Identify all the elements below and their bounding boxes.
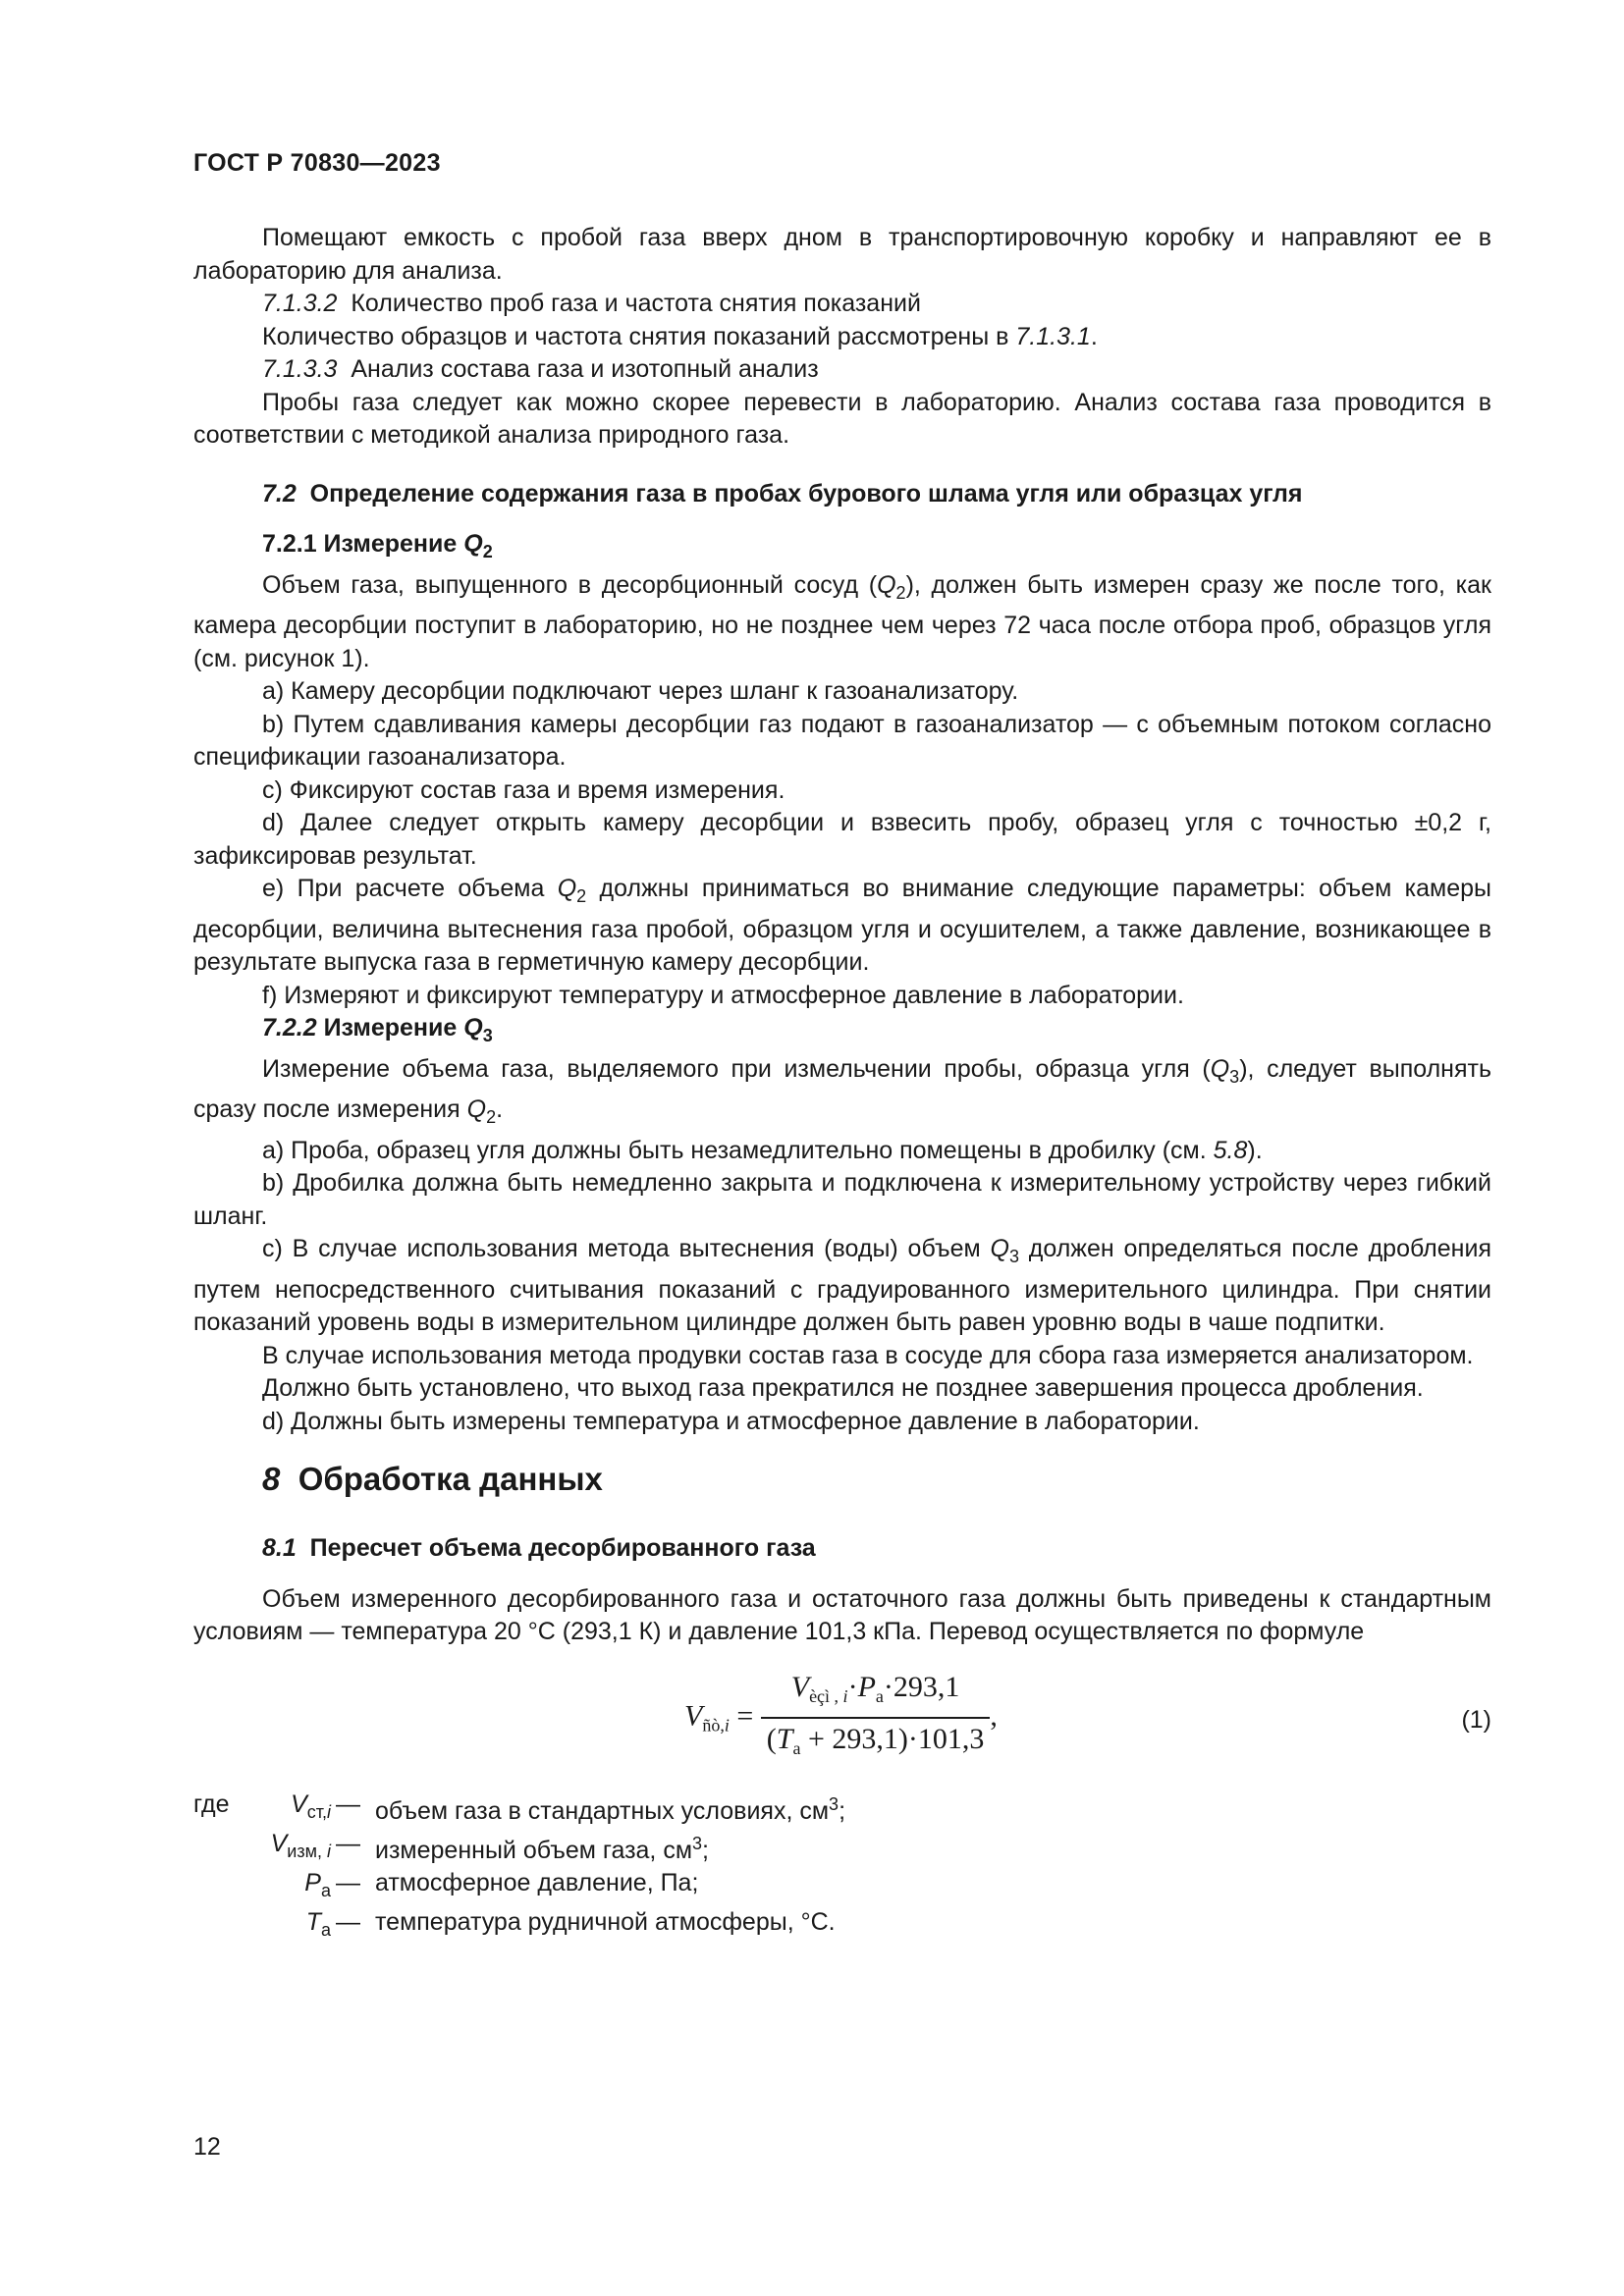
paragraph: Измерение объема газа, выделяемого при измельчении пробы, образца угля $(Q_3)$, следует выполнять сразу после измерения $Q_2$. bbox=[193, 1054, 1491, 1127]
formula-number: (1) bbox=[1461, 1705, 1491, 1734]
legend-list bbox=[193, 1789, 1491, 1946]
subsection-heading: 7.1.3.3 Анализ состава газа и изотопный анализ bbox=[262, 355, 819, 383]
page-body bbox=[193, 222, 1491, 1946]
formula-numerator: $V_{èçì , i}\cdot P_a\cdot 293,1$ bbox=[761, 1671, 991, 1720]
list-item: e) При расчете объема $Q_2$ должны приниматься во внимание следующие параметры: объем камеры десорбции, величина вытеснения газа пробой, образцом угля и осушителем, а также давление, возникающее в результате выпуска газа в герметичную камеру десорбции. bbox=[193, 875, 1491, 976]
formula-1 bbox=[193, 1671, 1491, 1769]
list-item: a) Проба, образец угля должны быть незамедлительно помещены в дробилку (см. 5.8). bbox=[262, 1136, 1263, 1164]
subsection-heading-8-1: 8.1 Пересчет объема десорбированного газа bbox=[262, 1534, 816, 1562]
legend-item: $T_a$ — температура рудничной атмосферы, °С. bbox=[305, 1907, 836, 1940]
section-heading-8: 8 Обработка данных bbox=[262, 1461, 603, 1497]
paragraph: Объем газа, выпущенного в десорбционный сосуд $(Q_2)$, должен быть измерен сразу же после того, как камера десорбции поступит в лабораторию, но не позднее чем через 72 часа после отбора проб, образцов угля (см. рисунок 1). bbox=[193, 570, 1491, 672]
formula-fraction bbox=[761, 1671, 991, 1766]
paragraph: Помещают емкость с пробой газа вверх дном в транспортировочную коробку и направляют ее в лабораторию для анализа. bbox=[193, 224, 1491, 285]
paragraph: Количество образцов и частота снятия показаний рассмотрены в 7.1.3.1. bbox=[262, 322, 1098, 350]
subsection-heading-7-2-1: 7.2.1 Измерение $Q_2$ bbox=[262, 530, 493, 561]
list-item: c) Фиксируют состав газа и время измерения. bbox=[262, 775, 785, 804]
subsection-heading: 7.1.3.2 Количество проб газа и частота снятия показаний bbox=[262, 290, 921, 317]
legend-item: $P_a$ — атмосферное давление, Па; bbox=[304, 1868, 699, 1900]
list-item: d) Далее следует открыть камеру десорбции и взвесить пробу, образец угля с точностью ±0,2 г, зафиксировав результат. bbox=[193, 809, 1491, 870]
list-item: b) Дробилка должна быть немедленно закрыта и подключена к измерительному устройству через гибкий шланг. bbox=[193, 1169, 1491, 1230]
page-number: 12 bbox=[193, 2133, 221, 2161]
paragraph: Объем измеренного десорбированного газа и остаточного газа должны быть приведены к стандартным условиям — температура 20 °C (293,1 К) и давление 101,3 кПа. Перевод осуществляется по формуле bbox=[193, 1584, 1491, 1645]
list-item: a) Камеру десорбции подключают через шланг к газоанализатору. bbox=[262, 677, 1019, 705]
legend-item: $V_{изм, i}$ — измеренный объем газа, $см^3$; bbox=[270, 1829, 709, 1864]
list-item: f) Измеряют и фиксируют температуру и атмосферное давление в лаборатории. bbox=[262, 981, 1184, 1009]
section-heading-7-2: 7.2 Определение содержания газа в пробах бурового шлама угля или образцах угля bbox=[262, 479, 1303, 507]
formula-expression: $V_{ñò,i}$ = $\frac{V_{èçì , i}\cdot P_a\cdot 293,1}{(T_a + 293,1)\cdot 101,3}$ , bbox=[684, 1671, 998, 1766]
paragraph: В случае использования метода продувки состав газа в сосуде для сбора газа измеряется анализатором. bbox=[262, 1341, 1474, 1369]
document-header: ГОСТ Р 70830—2023 bbox=[193, 149, 441, 177]
paragraph: Пробы газа следует как можно скорее перевести в лабораторию. Анализ состава газа проводится в соответствии с методикой анализа природного газа. bbox=[193, 388, 1491, 449]
legend-item: где $V_{ст,i}$ — объем газа в стандартных условиях, $см^3$; bbox=[193, 1789, 846, 1825]
subsection-heading-7-2-2: 7.2.2 Измерение $Q_3$ bbox=[262, 1014, 493, 1045]
list-item: c) В случае использования метода вытеснения (воды) объем $Q_3$ должен определяться после дробления путем непосредственного считывания показаний с градуированного измерительного цилиндра. При снятии показаний уровень воды в измерительном цилиндре должен быть равен уровню воды в чаше подпитки. bbox=[193, 1235, 1491, 1336]
list-item: d) Должны быть измерены температура и атмосферное давление в лаборатории. bbox=[262, 1407, 1200, 1435]
formula-denominator: $(T_a + 293,1)\cdot 101,3$ bbox=[766, 1723, 985, 1758]
paragraph: Должно быть установлено, что выход газа прекратился не позднее завершения процесса дробления. bbox=[262, 1374, 1424, 1402]
list-item: b) Путем сдавливания камеры десорбции газ подают в газоанализатор — с объемным потоком согласно спецификации газоанализатора. bbox=[193, 710, 1491, 771]
